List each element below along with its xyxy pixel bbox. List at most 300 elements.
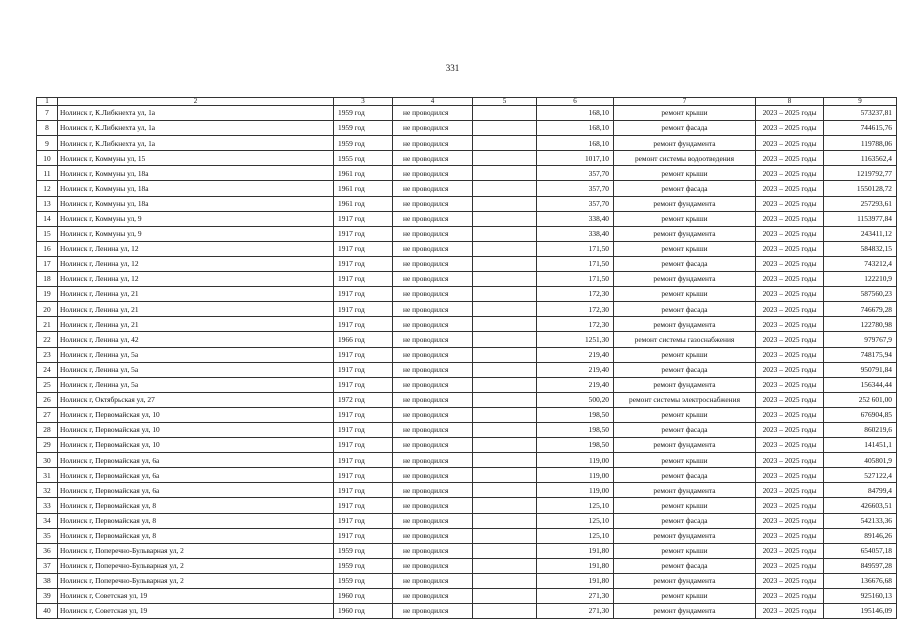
cost-cell: 84799,4 xyxy=(824,483,897,498)
address-cell: Нолинск г, Ленина ул, 5а xyxy=(58,377,334,392)
repair-type-cell: ремонт фундамента xyxy=(614,483,756,498)
row-number-cell: 11 xyxy=(37,166,58,181)
extra-cell-cell xyxy=(473,121,537,136)
table-row xyxy=(37,287,897,302)
extra-cell-cell xyxy=(473,453,537,468)
address-cell: Нолинск г, К.Либкнехта ул, 1а xyxy=(58,136,334,151)
cost-cell: 587560,23 xyxy=(824,287,897,302)
table-row xyxy=(37,302,897,317)
row-number-cell: 21 xyxy=(37,317,58,332)
repair-type-cell: ремонт фасада xyxy=(614,422,756,437)
build-year-cell: 1917 год xyxy=(334,528,393,543)
repair-type-cell: ремонт крыши xyxy=(614,241,756,256)
repair-period-cell: 2023 – 2025 годы xyxy=(756,483,824,498)
address-cell: Нолинск г, Октябрьская ул, 27 xyxy=(58,392,334,407)
repair-type-cell: ремонт фундамента xyxy=(614,317,756,332)
build-year-cell: 1972 год xyxy=(334,392,393,407)
repair-type-cell: ремонт фасада xyxy=(614,513,756,528)
row-number-cell: 33 xyxy=(37,498,58,513)
repair-type-cell: ремонт крыши xyxy=(614,498,756,513)
cost-cell: 950791,84 xyxy=(824,362,897,377)
cost-cell: 1219792,77 xyxy=(824,166,897,181)
extra-cell-cell xyxy=(473,573,537,588)
area-cell: 219,40 xyxy=(537,347,614,362)
area-cell: 271,30 xyxy=(537,604,614,619)
extra-cell-cell xyxy=(473,558,537,573)
column-number: 5 xyxy=(473,98,537,106)
table-row xyxy=(37,347,897,362)
row-number-cell: 16 xyxy=(37,241,58,256)
extra-cell-cell xyxy=(473,196,537,211)
column-number: 4 xyxy=(393,98,473,106)
repair-type-cell: ремонт системы водоотведения xyxy=(614,151,756,166)
repair-type-cell: ремонт фундамента xyxy=(614,226,756,241)
area-cell: 172,30 xyxy=(537,317,614,332)
column-number-row xyxy=(37,98,897,106)
last-repair-year-cell: не проводился xyxy=(393,558,473,573)
row-number-cell: 18 xyxy=(37,272,58,287)
extra-cell-cell xyxy=(473,377,537,392)
row-number-cell: 40 xyxy=(37,604,58,619)
build-year-cell: 1959 год xyxy=(334,121,393,136)
cost-cell: 860219,6 xyxy=(824,422,897,437)
row-number-cell: 10 xyxy=(37,151,58,166)
last-repair-year-cell: не проводился xyxy=(393,106,473,121)
row-number-cell: 36 xyxy=(37,543,58,558)
repair-period-cell: 2023 – 2025 годы xyxy=(756,438,824,453)
row-number-cell: 28 xyxy=(37,422,58,437)
extra-cell-cell xyxy=(473,407,537,422)
area-cell: 191,80 xyxy=(537,573,614,588)
last-repair-year-cell: не проводился xyxy=(393,377,473,392)
address-cell: Нолинск г, Первомайская ул, 6а xyxy=(58,453,334,468)
cost-cell: 746679,28 xyxy=(824,302,897,317)
cost-cell: 119788,06 xyxy=(824,136,897,151)
extra-cell-cell xyxy=(473,498,537,513)
build-year-cell: 1917 год xyxy=(334,256,393,271)
last-repair-year-cell: не проводился xyxy=(393,528,473,543)
row-number-cell: 7 xyxy=(37,106,58,121)
repair-type-cell: ремонт фундамента xyxy=(614,528,756,543)
area-cell: 198,50 xyxy=(537,407,614,422)
row-number-cell: 39 xyxy=(37,589,58,604)
column-number: 3 xyxy=(334,98,393,106)
area-cell: 125,10 xyxy=(537,498,614,513)
table-row xyxy=(37,392,897,407)
address-cell: Нолинск г, Ленина ул, 21 xyxy=(58,302,334,317)
build-year-cell: 1959 год xyxy=(334,543,393,558)
repair-type-cell: ремонт фундамента xyxy=(614,196,756,211)
repair-period-cell: 2023 – 2025 годы xyxy=(756,136,824,151)
cost-cell: 122210,9 xyxy=(824,272,897,287)
last-repair-year-cell: не проводился xyxy=(393,362,473,377)
address-cell: Нолинск г, Коммуны ул, 18а xyxy=(58,181,334,196)
table-row xyxy=(37,226,897,241)
area-cell: 500,20 xyxy=(537,392,614,407)
row-number-cell: 35 xyxy=(37,528,58,543)
table-row xyxy=(37,317,897,332)
repair-period-cell: 2023 – 2025 годы xyxy=(756,241,824,256)
address-cell: Нолинск г, Ленина ул, 5а xyxy=(58,347,334,362)
table-row xyxy=(37,573,897,588)
column-number: 2 xyxy=(58,98,334,106)
cost-cell: 527122,4 xyxy=(824,468,897,483)
area-cell: 172,30 xyxy=(537,302,614,317)
build-year-cell: 1917 год xyxy=(334,407,393,422)
extra-cell-cell xyxy=(473,106,537,121)
repair-period-cell: 2023 – 2025 годы xyxy=(756,392,824,407)
address-cell: Нолинск г, Первомайская ул, 10 xyxy=(58,422,334,437)
table-row xyxy=(37,528,897,543)
extra-cell-cell xyxy=(473,438,537,453)
area-cell: 125,10 xyxy=(537,528,614,543)
build-year-cell: 1917 год xyxy=(334,347,393,362)
build-year-cell: 1961 год xyxy=(334,166,393,181)
table-row xyxy=(37,332,897,347)
table-row xyxy=(37,106,897,121)
extra-cell-cell xyxy=(473,347,537,362)
address-cell: Нолинск г, Первомайская ул, 8 xyxy=(58,528,334,543)
repair-period-cell: 2023 – 2025 годы xyxy=(756,272,824,287)
repair-period-cell: 2023 – 2025 годы xyxy=(756,302,824,317)
address-cell: Нолинск г, Первомайская ул, 8 xyxy=(58,513,334,528)
repair-period-cell: 2023 – 2025 годы xyxy=(756,422,824,437)
last-repair-year-cell: не проводился xyxy=(393,121,473,136)
last-repair-year-cell: не проводился xyxy=(393,573,473,588)
repair-type-cell: ремонт фундамента xyxy=(614,136,756,151)
extra-cell-cell xyxy=(473,543,537,558)
extra-cell-cell xyxy=(473,241,537,256)
cost-cell: 1163562,4 xyxy=(824,151,897,166)
table-row xyxy=(37,181,897,196)
area-cell: 168,10 xyxy=(537,121,614,136)
area-cell: 172,30 xyxy=(537,287,614,302)
extra-cell-cell xyxy=(473,422,537,437)
repair-period-cell: 2023 – 2025 годы xyxy=(756,558,824,573)
extra-cell-cell xyxy=(473,166,537,181)
area-cell: 357,70 xyxy=(537,196,614,211)
row-number-cell: 29 xyxy=(37,438,58,453)
area-cell: 1251,30 xyxy=(537,332,614,347)
repair-period-cell: 2023 – 2025 годы xyxy=(756,528,824,543)
table-row xyxy=(37,241,897,256)
repair-period-cell: 2023 – 2025 годы xyxy=(756,513,824,528)
last-repair-year-cell: не проводился xyxy=(393,498,473,513)
address-cell: Нолинск г, Первомайская ул, 6а xyxy=(58,468,334,483)
cost-cell: 122780,98 xyxy=(824,317,897,332)
build-year-cell: 1959 год xyxy=(334,136,393,151)
table-row xyxy=(37,151,897,166)
repair-period-cell: 2023 – 2025 годы xyxy=(756,407,824,422)
table-row xyxy=(37,136,897,151)
area-cell: 191,80 xyxy=(537,543,614,558)
build-year-cell: 1917 год xyxy=(334,498,393,513)
cost-cell: 584832,15 xyxy=(824,241,897,256)
build-year-cell: 1966 год xyxy=(334,332,393,347)
address-cell: Нолинск г, Коммуны ул, 15 xyxy=(58,151,334,166)
row-number-cell: 37 xyxy=(37,558,58,573)
address-cell: Нолинск г, Советская ул, 19 xyxy=(58,604,334,619)
row-number-cell: 24 xyxy=(37,362,58,377)
column-number: 7 xyxy=(614,98,756,106)
repair-type-cell: ремонт фундамента xyxy=(614,377,756,392)
row-number-cell: 31 xyxy=(37,468,58,483)
cost-cell: 243411,12 xyxy=(824,226,897,241)
area-cell: 125,10 xyxy=(537,513,614,528)
repair-period-cell: 2023 – 2025 годы xyxy=(756,332,824,347)
cost-cell: 1550128,72 xyxy=(824,181,897,196)
last-repair-year-cell: не проводился xyxy=(393,332,473,347)
build-year-cell: 1917 год xyxy=(334,302,393,317)
extra-cell-cell xyxy=(473,256,537,271)
cost-cell: 676904,85 xyxy=(824,407,897,422)
build-year-cell: 1917 год xyxy=(334,287,393,302)
table-row xyxy=(37,211,897,226)
table-row xyxy=(37,468,897,483)
area-cell: 1017,10 xyxy=(537,151,614,166)
repair-type-cell: ремонт фасада xyxy=(614,468,756,483)
address-cell: Нолинск г, Первомайская ул, 10 xyxy=(58,407,334,422)
row-number-cell: 15 xyxy=(37,226,58,241)
extra-cell-cell xyxy=(473,151,537,166)
last-repair-year-cell: не проводился xyxy=(393,302,473,317)
table-row xyxy=(37,196,897,211)
repair-period-cell: 2023 – 2025 годы xyxy=(756,151,824,166)
row-number-cell: 8 xyxy=(37,121,58,136)
table-row xyxy=(37,422,897,437)
cost-cell: 748175,94 xyxy=(824,347,897,362)
repair-period-cell: 2023 – 2025 годы xyxy=(756,211,824,226)
table-row xyxy=(37,604,897,619)
repair-period-cell: 2023 – 2025 годы xyxy=(756,106,824,121)
repair-period-cell: 2023 – 2025 годы xyxy=(756,287,824,302)
table-row xyxy=(37,543,897,558)
table-row xyxy=(37,589,897,604)
table-body xyxy=(37,98,897,619)
address-cell: Нолинск г, Ленина ул, 21 xyxy=(58,317,334,332)
last-repair-year-cell: не проводился xyxy=(393,317,473,332)
extra-cell-cell xyxy=(473,226,537,241)
cost-cell: 849597,28 xyxy=(824,558,897,573)
repair-type-cell: ремонт фундамента xyxy=(614,573,756,588)
table-row xyxy=(37,453,897,468)
address-cell: Нолинск г, Поперечно-Бульварная ул, 2 xyxy=(58,558,334,573)
last-repair-year-cell: не проводился xyxy=(393,453,473,468)
cost-cell: 744615,76 xyxy=(824,121,897,136)
build-year-cell: 1917 год xyxy=(334,483,393,498)
repair-period-cell: 2023 – 2025 годы xyxy=(756,256,824,271)
repair-type-cell: ремонт фасада xyxy=(614,302,756,317)
repair-type-cell: ремонт крыши xyxy=(614,347,756,362)
extra-cell-cell xyxy=(473,528,537,543)
last-repair-year-cell: не проводился xyxy=(393,513,473,528)
page-number: 331 xyxy=(445,63,460,73)
table-row xyxy=(37,513,897,528)
cost-cell: 654057,18 xyxy=(824,543,897,558)
repair-period-cell: 2023 – 2025 годы xyxy=(756,573,824,588)
repair-period-cell: 2023 – 2025 годы xyxy=(756,604,824,619)
address-cell: Нолинск г, Ленина ул, 21 xyxy=(58,287,334,302)
build-year-cell: 1959 год xyxy=(334,106,393,121)
address-cell: Нолинск г, Ленина ул, 12 xyxy=(58,241,334,256)
last-repair-year-cell: не проводился xyxy=(393,438,473,453)
row-number-cell: 38 xyxy=(37,573,58,588)
extra-cell-cell xyxy=(473,589,537,604)
cost-cell: 136676,68 xyxy=(824,573,897,588)
address-cell: Нолинск г, К.Либкнехта ул, 1а xyxy=(58,106,334,121)
row-number-cell: 13 xyxy=(37,196,58,211)
address-cell: Нолинск г, Первомайская ул, 10 xyxy=(58,438,334,453)
repair-type-cell: ремонт крыши xyxy=(614,287,756,302)
build-year-cell: 1959 год xyxy=(334,573,393,588)
row-number-cell: 20 xyxy=(37,302,58,317)
address-cell: Нолинск г, Коммуны ул, 18а xyxy=(58,196,334,211)
cost-cell: 573237,81 xyxy=(824,106,897,121)
build-year-cell: 1917 год xyxy=(334,362,393,377)
column-number: 6 xyxy=(537,98,614,106)
area-cell: 219,40 xyxy=(537,362,614,377)
build-year-cell: 1917 год xyxy=(334,377,393,392)
area-cell: 271,30 xyxy=(537,589,614,604)
repair-type-cell: ремонт крыши xyxy=(614,166,756,181)
extra-cell-cell xyxy=(473,332,537,347)
capital-repair-table xyxy=(36,97,897,619)
area-cell: 171,50 xyxy=(537,256,614,271)
last-repair-year-cell: не проводился xyxy=(393,241,473,256)
extra-cell-cell xyxy=(473,211,537,226)
repair-type-cell: ремонт крыши xyxy=(614,589,756,604)
address-cell: Нолинск г, Поперечно-Бульварная ул, 2 xyxy=(58,543,334,558)
last-repair-year-cell: не проводился xyxy=(393,166,473,181)
last-repair-year-cell: не проводился xyxy=(393,589,473,604)
area-cell: 119,00 xyxy=(537,483,614,498)
cost-cell: 426603,51 xyxy=(824,498,897,513)
cost-cell: 925160,13 xyxy=(824,589,897,604)
table-row xyxy=(37,377,897,392)
repair-type-cell: ремонт крыши xyxy=(614,407,756,422)
repair-period-cell: 2023 – 2025 годы xyxy=(756,181,824,196)
last-repair-year-cell: не проводился xyxy=(393,347,473,362)
build-year-cell: 1917 год xyxy=(334,453,393,468)
row-number-cell: 23 xyxy=(37,347,58,362)
area-cell: 119,00 xyxy=(537,468,614,483)
cost-cell: 405801,9 xyxy=(824,453,897,468)
repair-period-cell: 2023 – 2025 годы xyxy=(756,589,824,604)
repair-type-cell: ремонт фасада xyxy=(614,181,756,196)
last-repair-year-cell: не проводился xyxy=(393,272,473,287)
cost-cell: 141451,1 xyxy=(824,438,897,453)
row-number-cell: 14 xyxy=(37,211,58,226)
cost-cell: 979767,9 xyxy=(824,332,897,347)
build-year-cell: 1961 год xyxy=(334,196,393,211)
last-repair-year-cell: не проводился xyxy=(393,604,473,619)
area-cell: 338,40 xyxy=(537,226,614,241)
extra-cell-cell xyxy=(473,287,537,302)
repair-period-cell: 2023 – 2025 годы xyxy=(756,347,824,362)
last-repair-year-cell: не проводился xyxy=(393,211,473,226)
address-cell: Нолинск г, К.Либкнехта ул, 1а xyxy=(58,121,334,136)
table-row xyxy=(37,438,897,453)
repair-type-cell: ремонт фасада xyxy=(614,362,756,377)
build-year-cell: 1917 год xyxy=(334,317,393,332)
area-cell: 119,00 xyxy=(537,453,614,468)
cost-cell: 542133,36 xyxy=(824,513,897,528)
repair-period-cell: 2023 – 2025 годы xyxy=(756,121,824,136)
extra-cell-cell xyxy=(473,483,537,498)
repair-period-cell: 2023 – 2025 годы xyxy=(756,362,824,377)
address-cell: Нолинск г, Поперечно-Бульварная ул, 2 xyxy=(58,573,334,588)
column-number: 9 xyxy=(824,98,897,106)
address-cell: Нолинск г, Первомайская ул, 6а xyxy=(58,483,334,498)
address-cell: Нолинск г, Коммуны ул, 9 xyxy=(58,226,334,241)
build-year-cell: 1917 год xyxy=(334,422,393,437)
row-number-cell: 25 xyxy=(37,377,58,392)
area-cell: 171,50 xyxy=(537,241,614,256)
cost-cell: 1153977,84 xyxy=(824,211,897,226)
address-cell: Нолинск г, Советская ул, 19 xyxy=(58,589,334,604)
row-number-cell: 34 xyxy=(37,513,58,528)
build-year-cell: 1960 год xyxy=(334,604,393,619)
table-row xyxy=(37,558,897,573)
cost-cell: 89146,26 xyxy=(824,528,897,543)
row-number-cell: 17 xyxy=(37,256,58,271)
row-number-cell: 27 xyxy=(37,407,58,422)
table-row xyxy=(37,272,897,287)
row-number-cell: 12 xyxy=(37,181,58,196)
build-year-cell: 1960 год xyxy=(334,589,393,604)
repair-type-cell: ремонт фундамента xyxy=(614,272,756,287)
extra-cell-cell xyxy=(473,468,537,483)
table-row xyxy=(37,407,897,422)
last-repair-year-cell: не проводился xyxy=(393,151,473,166)
repair-period-cell: 2023 – 2025 годы xyxy=(756,498,824,513)
extra-cell-cell xyxy=(473,392,537,407)
repair-type-cell: ремонт крыши xyxy=(614,106,756,121)
area-cell: 198,50 xyxy=(537,438,614,453)
address-cell: Нолинск г, Ленина ул, 5а xyxy=(58,362,334,377)
repair-period-cell: 2023 – 2025 годы xyxy=(756,377,824,392)
address-cell: Нолинск г, Ленина ул, 12 xyxy=(58,272,334,287)
repair-type-cell: ремонт системы электроснабжения xyxy=(614,392,756,407)
repair-type-cell: ремонт крыши xyxy=(614,453,756,468)
last-repair-year-cell: не проводился xyxy=(393,468,473,483)
last-repair-year-cell: не проводился xyxy=(393,422,473,437)
extra-cell-cell xyxy=(473,181,537,196)
repair-period-cell: 2023 – 2025 годы xyxy=(756,226,824,241)
repair-period-cell: 2023 – 2025 годы xyxy=(756,453,824,468)
area-cell: 168,10 xyxy=(537,106,614,121)
row-number-cell: 30 xyxy=(37,453,58,468)
area-cell: 219,40 xyxy=(537,377,614,392)
repair-type-cell: ремонт фундамента xyxy=(614,438,756,453)
row-number-cell: 19 xyxy=(37,287,58,302)
table-row xyxy=(37,121,897,136)
row-number-cell: 22 xyxy=(37,332,58,347)
area-cell: 168,10 xyxy=(537,136,614,151)
table-row xyxy=(37,166,897,181)
repair-period-cell: 2023 – 2025 годы xyxy=(756,543,824,558)
column-number: 1 xyxy=(37,98,58,106)
build-year-cell: 1917 год xyxy=(334,468,393,483)
table-row xyxy=(37,483,897,498)
repair-period-cell: 2023 – 2025 годы xyxy=(756,166,824,181)
repair-type-cell: ремонт фасада xyxy=(614,558,756,573)
last-repair-year-cell: не проводился xyxy=(393,196,473,211)
last-repair-year-cell: не проводился xyxy=(393,543,473,558)
address-cell: Нолинск г, Коммуны ул, 18а xyxy=(58,166,334,181)
last-repair-year-cell: не проводился xyxy=(393,407,473,422)
extra-cell-cell xyxy=(473,604,537,619)
